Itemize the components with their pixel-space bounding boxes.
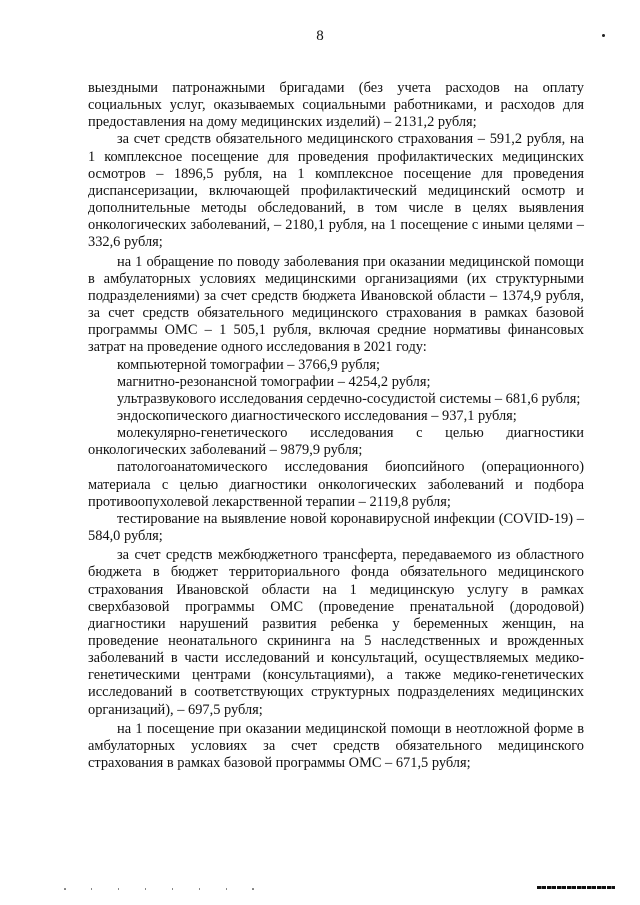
scan-footer-dots [64, 887, 254, 891]
paragraph-urgent-care: на 1 посещение при оказании медицинской помощи в неотложной форме в амбулаторных условиях за счет средств обязательного медицинского страхования в рамках базовой программы ОМС – 671,5 рубля; [88, 720, 584, 772]
paragraph-molecular-genetic: молекулярно-генетического исследования с целью диагностики онкологических заболеваний – 9879,9 рубля; [88, 425, 584, 459]
paragraph-interbudget-transfer: за счет средств межбюджетного трансферта, передаваемого из областного бюджета в бюджет территориального фонда обязательного медицинского страхования Ивановской области на 1 медицинскую услугу в рамках сверхбазовой программы ОМС (проведение пренатальной (дородовой) диагностики нарушений развития ребенка у беременных женщин, на проведение неонатального скрининга на 5 наследственных и врожденных заболеваний в части исследований и консультаций, осуществляемых медико-генетическими центрами (консультациями), а также медико-генетических исследований в соответствующих структурных подразделениях медицинских организаций), – 697,5 рубля; [88, 547, 584, 718]
paragraph-endoscopy: эндоскопического диагностического исследования – 937,1 рубля; [117, 407, 517, 424]
paragraph-covid-test: тестирование на выявление новой коронавирусной инфекции (COVID-19) – 584,0 рубля; [88, 510, 584, 545]
paragraph-ct: компьютерной томографии – 3766,9 рубля; [117, 356, 381, 373]
document-body [88, 80, 584, 772]
paragraph-outreach-teams: выездными патронажными бригадами (без учета расходов на оплату социальных услуг, оказываемых социальными работниками, и расходов для предоставления на дому медицинских изделий) – 2131,2 рубля; [88, 80, 584, 131]
paragraph-pathology: патологоанатомического исследования биопсийного (операционного) материала с целью диагностики онкологических заболеваний и подбора противоопухолевой лекарственной терапии – 2119,8 рубля; [88, 459, 584, 510]
paragraph-disease-appeal: на 1 обращение по поводу заболевания при оказании медицинской помощи в амбулаторных условиях медицинскими организациями (их структурными подразделениями) за счет средств бюджета Ивановской области – 1374,9 рубля, за счет средств обязательного медицинского страхования в рамках базовой программы ОМС – 1 505,1 рубля, включая средние нормативы финансовых затрат на проведение одного исследования в 2021 году: [88, 253, 584, 356]
scan-dot [602, 34, 605, 37]
page-number: 8 [316, 28, 324, 44]
scan-footer-mark [537, 886, 615, 889]
paragraph-oms-visits: за счет средств обязательного медицинского страхования – 591,2 рубля, на 1 комплексное посещение для проведения профилактических медицинских осмотров – 1896,5 рубля, на 1 комплексное посещение для проведения диспансеризации, включающей профилактический медицинский осмотр и дополнительные методы обследований, в том числе в целях выявления онкологических заболеваний, – 2180,1 рубля, на 1 посещение с иными целями – 332,6 рубля; [88, 131, 584, 251]
paragraph-mri: магнитно-резонансной томографии – 4254,2 рубля; [117, 373, 431, 390]
paragraph-ultrasound: ультразвукового исследования сердечно-сосудистой системы – 681,6 рубля; [117, 390, 581, 407]
